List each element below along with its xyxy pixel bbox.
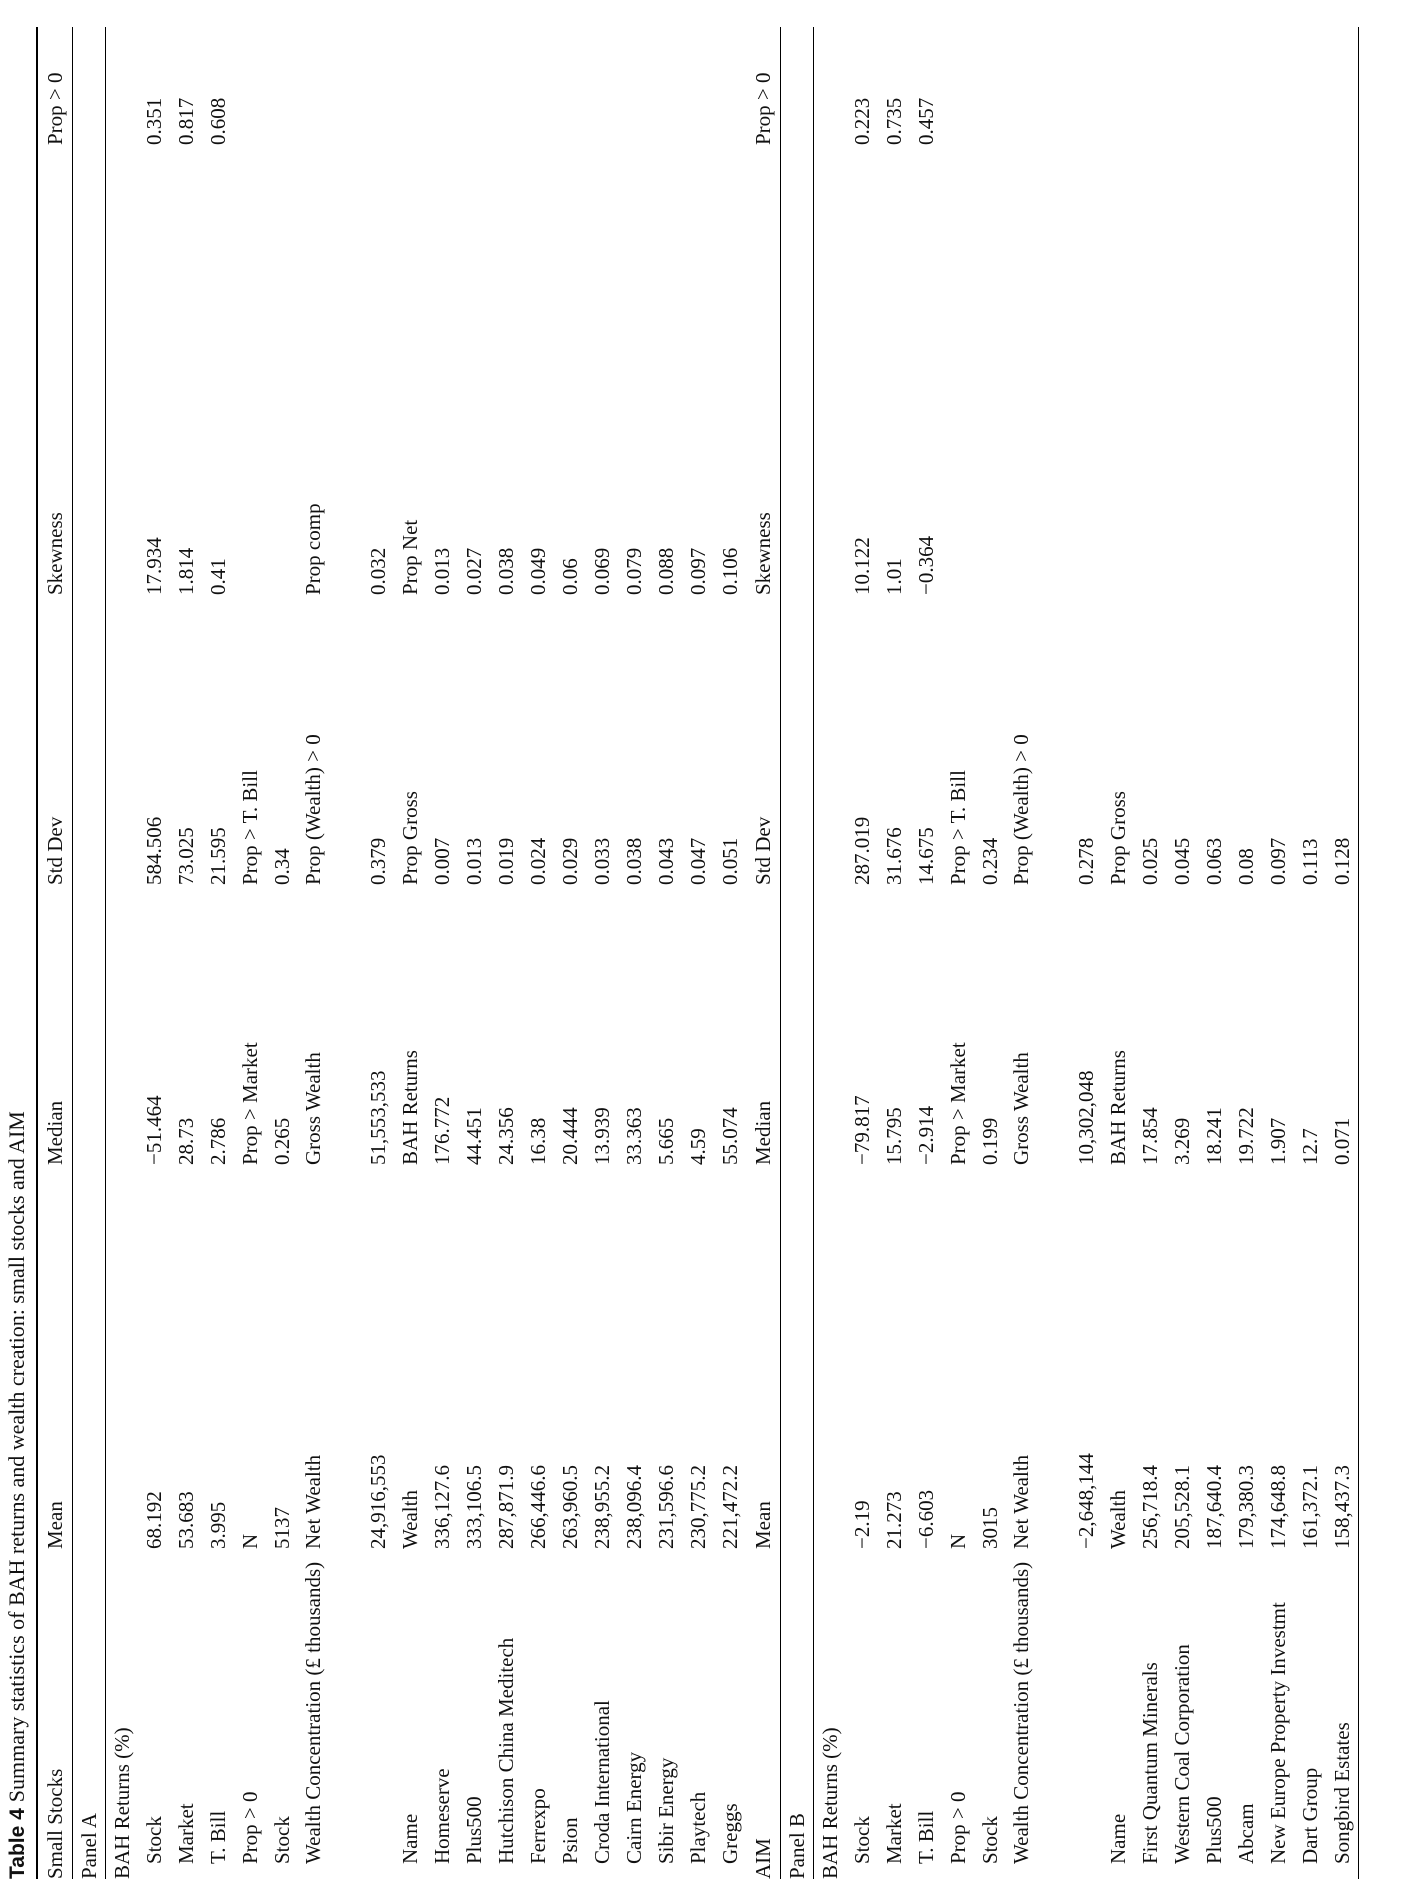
table-title: Summary statistics of BAH returns and wealth creation: small stocks and AIM [4,1111,29,1803]
sub-header-cell: Prop > Market [238,1042,262,1165]
cell-prop-wealth: 0.278 [1074,837,1098,885]
cell-std-dev: 31.676 [882,827,906,885]
prop-header-row [234,27,266,1879]
table-row [650,27,682,1879]
row-label: Stock [850,1816,874,1864]
sub-header-cell: Prop comp [301,503,325,595]
header-cell: Median [37,885,73,1165]
table-row [458,27,490,1879]
header-cell: Std Dev [746,595,781,885]
table-row [910,27,942,1879]
cell-std-dev: 21.595 [206,827,230,885]
cell-net: 0.038 [494,547,518,595]
cell-bah: 176.772 [430,1096,454,1165]
header-cell: Skewness [746,145,781,595]
firm-name: Homeserve [430,1768,454,1864]
cell-wealth: 230,775.2 [686,1465,710,1549]
cell-prop: 0.457 [914,97,938,145]
cell-n: 5137 [270,1507,294,1549]
table-row [1198,27,1230,1879]
row-label: Prop > 0 [238,1791,262,1864]
cell-mean: 68.192 [142,1491,166,1549]
row-label: Market [882,1803,906,1864]
firm-name: Ferrexpo [526,1788,550,1864]
header-cell: Median [746,885,781,1165]
firm-name: Croda International [590,1700,614,1864]
sub-header-cell: Prop Gross [398,791,422,885]
cell-prop: 0.817 [174,97,198,145]
firm-name: Western Coal Corporation [1170,1644,1194,1864]
row-label: Stock [142,1816,166,1864]
panel-label: Panel B [781,1549,814,1879]
cell-bah: 33.363 [622,1107,646,1165]
cell-bah: 12.7 [1298,1128,1322,1165]
cell-prop-comp: 0.032 [366,547,390,595]
table-row [586,27,618,1879]
firm-name: Sibir Energy [654,1757,678,1864]
cell-gross: 0.043 [654,837,678,885]
section-label-row [106,27,139,1879]
cell-median: −2.914 [914,1105,938,1165]
cell-gross: 0.019 [494,837,518,885]
header-cell: Mean [746,1165,781,1549]
panel-b-label-row [781,27,814,1879]
cell-bah: 17.854 [1138,1107,1162,1165]
section-label-row [814,27,847,1879]
cell-bah: 44.451 [462,1107,486,1165]
header-cell: Prop > 0 [746,27,781,145]
cell-bah: 5.665 [654,1117,678,1165]
cell-gross: 0.045 [1170,837,1194,885]
cell-net: 0.027 [462,547,486,595]
sub-header-cell: N [238,1533,262,1549]
table-row [878,27,910,1879]
cell-gross-wealth: 10,302,048 [1074,1070,1098,1165]
summary-table [36,27,1359,1879]
firm-name: Abcam [1234,1803,1258,1864]
sub-header-cell: BAH Returns [398,1050,422,1165]
sub-header-cell: Prop (Wealth) > 0 [1009,734,1033,885]
cell-wealth: 266,446.6 [526,1465,550,1549]
cell-std-dev: 73.025 [174,827,198,885]
panel-a-label-row [73,27,106,1879]
row-label: Stock [270,1816,294,1864]
cell-gross: 0.025 [1138,837,1162,885]
table-row [554,27,586,1879]
cell-bah: 24.356 [494,1107,518,1165]
name-header-row [394,27,426,1879]
cell-gross: 0.013 [462,837,486,885]
firm-name: Songbird Estates [1326,1549,1359,1879]
name-header-row [1102,27,1134,1879]
cell-bah: 55.074 [718,1107,742,1165]
cell-skewness: 1.814 [174,547,198,595]
cell-prop-market: 0.265 [270,1117,294,1165]
cell-bah: 0.071 [1326,885,1359,1165]
cell-gross: 0.063 [1202,837,1226,885]
cell-prop-tbill: 0.234 [978,837,1002,885]
firm-name: Psion [558,1817,582,1864]
row-label: Wealth Concentration (£ thousands) [301,1561,325,1864]
cell-prop: 0.351 [142,97,166,145]
table-row [522,27,554,1879]
table-label: Table 4 [6,1808,29,1879]
cell-median: 28.73 [174,1117,198,1165]
cell-skewness: 0.41 [206,558,230,595]
cell-n: 3015 [978,1507,1002,1549]
sub-header-cell: Gross Wealth [1009,1052,1033,1165]
cell-gross-wealth: 51,553,533 [366,1070,390,1165]
cell-wealth: 179,380.3 [1234,1465,1258,1549]
cell-mean: −2.19 [850,1500,874,1549]
row-label: T. Bill [206,1810,230,1864]
table-row [170,27,202,1879]
cell-gross: 0.033 [590,837,614,885]
cell-gross: 0.029 [558,837,582,885]
sub-header-cell: Gross Wealth [301,1052,325,1165]
cell-skewness: −0.364 [914,535,938,595]
cell-mean: 3.995 [206,1501,230,1549]
cell-gross: 0.097 [1266,837,1290,885]
wealth-header-row [298,27,362,1879]
cell-bah: 20.444 [558,1107,582,1165]
row-label: T. Bill [914,1810,938,1864]
table-row [426,27,458,1879]
sub-header-cell: Prop Gross [1106,791,1130,885]
sub-header-cell: Prop (Wealth) > 0 [301,734,325,885]
firm-name: Hutchison China Meditech [494,1637,518,1864]
table-row [974,27,1006,1879]
sub-header-cell: N [946,1533,970,1549]
sub-header-cell: Name [1106,1813,1130,1864]
cell-prop-tbill: 0.34 [270,848,294,885]
section-label: BAH Returns (%) [110,1727,134,1879]
table-row [1230,27,1262,1879]
table-row [1166,27,1198,1879]
wealth-header-row [1006,27,1070,1879]
cell-bah: 1.907 [1266,1117,1290,1165]
firm-name: New Europe Property Investmt [1266,1602,1290,1864]
cell-wealth: 174,648.8 [1266,1465,1290,1549]
cell-bah: 18.241 [1202,1107,1226,1165]
firm-name: Dart Group [1298,1767,1322,1864]
table-row [138,27,170,1879]
prop-header-row [942,27,974,1879]
table-row [618,27,650,1879]
header-cell: Prop > 0 [37,27,73,145]
cell-bah: 19.722 [1234,1107,1258,1165]
cell-wealth: 205,528.1 [1170,1465,1194,1549]
cell-net-wealth: −2,648,144 [1074,1453,1098,1549]
firm-name: Plus500 [462,1796,486,1864]
cell-std-dev: 287.019 [850,816,874,885]
cell-bah: 16.38 [526,1117,550,1165]
cell-wealth: 161,372.1 [1298,1465,1322,1549]
table-row [714,27,746,1879]
cell-skewness: 10.122 [850,537,874,595]
cell-wealth: 263,960.5 [558,1465,582,1549]
cell-net: 0.069 [590,547,614,595]
header-cell: AIM [746,1549,781,1879]
cell-gross: 0.113 [1298,838,1322,885]
firm-name: First Quantum Minerals [1138,1662,1162,1864]
firm-name: Playtech [686,1791,710,1864]
cell-prop: 0.223 [850,97,874,145]
cell-gross: 0.051 [718,837,742,885]
panel-label: Panel A [73,1549,106,1879]
cell-prop-market: 0.199 [978,1117,1002,1165]
sub-header-cell: Net Wealth [1009,1454,1033,1549]
cell-wealth: 336,127.6 [430,1465,454,1549]
sub-header-cell: Prop > Market [946,1042,970,1165]
cell-gross: 0.128 [1326,595,1359,885]
cell-gross: 0.024 [526,837,550,885]
table-row [682,27,714,1879]
header-cell: Small Stocks [37,1549,73,1879]
sub-header-cell: Wealth [1106,1490,1130,1549]
cell-std-dev: 584.506 [142,816,166,885]
cell-net-wealth: 24,916,553 [366,1454,390,1549]
table-row [1294,27,1326,1879]
header-cell: Skewness [37,145,73,595]
cell-prop-wealth: 0.379 [366,837,390,885]
cell-gross: 0.007 [430,837,454,885]
firm-name: Cairn Energy [622,1751,646,1864]
section-label: BAH Returns (%) [818,1727,842,1879]
cell-wealth: 231,596.6 [654,1465,678,1549]
sub-header-cell: Prop > T. Bill [238,770,262,885]
table-row [1134,27,1166,1879]
cell-gross: 0.08 [1234,848,1258,885]
cell-wealth: 221,472.2 [718,1465,742,1549]
table-row [266,27,298,1879]
cell-net: 0.088 [654,547,678,595]
sub-header-cell: Wealth [398,1490,422,1549]
cell-wealth: 287,871.9 [494,1465,518,1549]
cell-median: 2.786 [206,1117,230,1165]
cell-net: 0.106 [718,547,742,595]
cell-bah: 13.939 [590,1107,614,1165]
row-label: Market [174,1803,198,1864]
cell-net: 0.097 [686,547,710,595]
cell-mean: 53.683 [174,1491,198,1549]
cell-wealth: 238,955.2 [590,1465,614,1549]
cell-bah: 3.269 [1170,1117,1194,1165]
table-row [1262,27,1294,1879]
cell-median: 15.795 [882,1107,906,1165]
panel-b-column-header [746,27,781,1879]
cell-bah: 4.59 [686,1128,710,1165]
table-row [846,27,878,1879]
table-row [1070,27,1102,1879]
firm-name: Greggs [718,1803,742,1864]
cell-wealth: 238,096.4 [622,1465,646,1549]
cell-wealth: 187,640.4 [1202,1465,1226,1549]
cell-mean: 21.273 [882,1491,906,1549]
cell-wealth: 256,718.4 [1138,1465,1162,1549]
cell-median: −51.464 [142,1095,166,1165]
firm-name: Plus500 [1202,1796,1226,1864]
cell-mean: −6.603 [914,1489,938,1549]
panel-a-firm-rows [426,27,746,1879]
cell-net: 0.049 [526,547,550,595]
cell-skewness: 17.934 [142,537,166,595]
header-cell: Std Dev [37,595,73,885]
sub-header-cell: BAH Returns [1106,1050,1130,1165]
panel-b-firm-rows [1134,27,1359,1879]
table-row [1326,27,1359,1879]
cell-median: −79.817 [850,1095,874,1165]
row-label: Wealth Concentration (£ thousands) [1009,1561,1033,1864]
cell-prop: 0.608 [206,97,230,145]
cell-net: 0.013 [430,547,454,595]
row-label: Stock [978,1816,1002,1864]
header-cell: Mean [37,1165,73,1549]
table-caption [3,1111,32,1879]
cell-gross: 0.047 [686,837,710,885]
cell-wealth: 158,437.3 [1326,1165,1359,1549]
sub-header-cell: Name [398,1813,422,1864]
table-row [490,27,522,1879]
cell-gross: 0.038 [622,837,646,885]
cell-prop: 0.735 [882,97,906,145]
panel-a-column-header [37,27,73,1879]
cell-wealth: 333,106.5 [462,1465,486,1549]
sub-header-cell: Prop Net [398,519,422,595]
cell-skewness: 1.01 [882,558,906,595]
table-row [202,27,234,1879]
row-label: Prop > 0 [946,1791,970,1864]
cell-net: 0.06 [558,558,582,595]
sub-header-cell: Prop > T. Bill [946,770,970,885]
sub-header-cell: Net Wealth [301,1454,325,1549]
table-row [362,27,394,1879]
cell-net: 0.079 [622,547,646,595]
cell-std-dev: 14.675 [914,827,938,885]
